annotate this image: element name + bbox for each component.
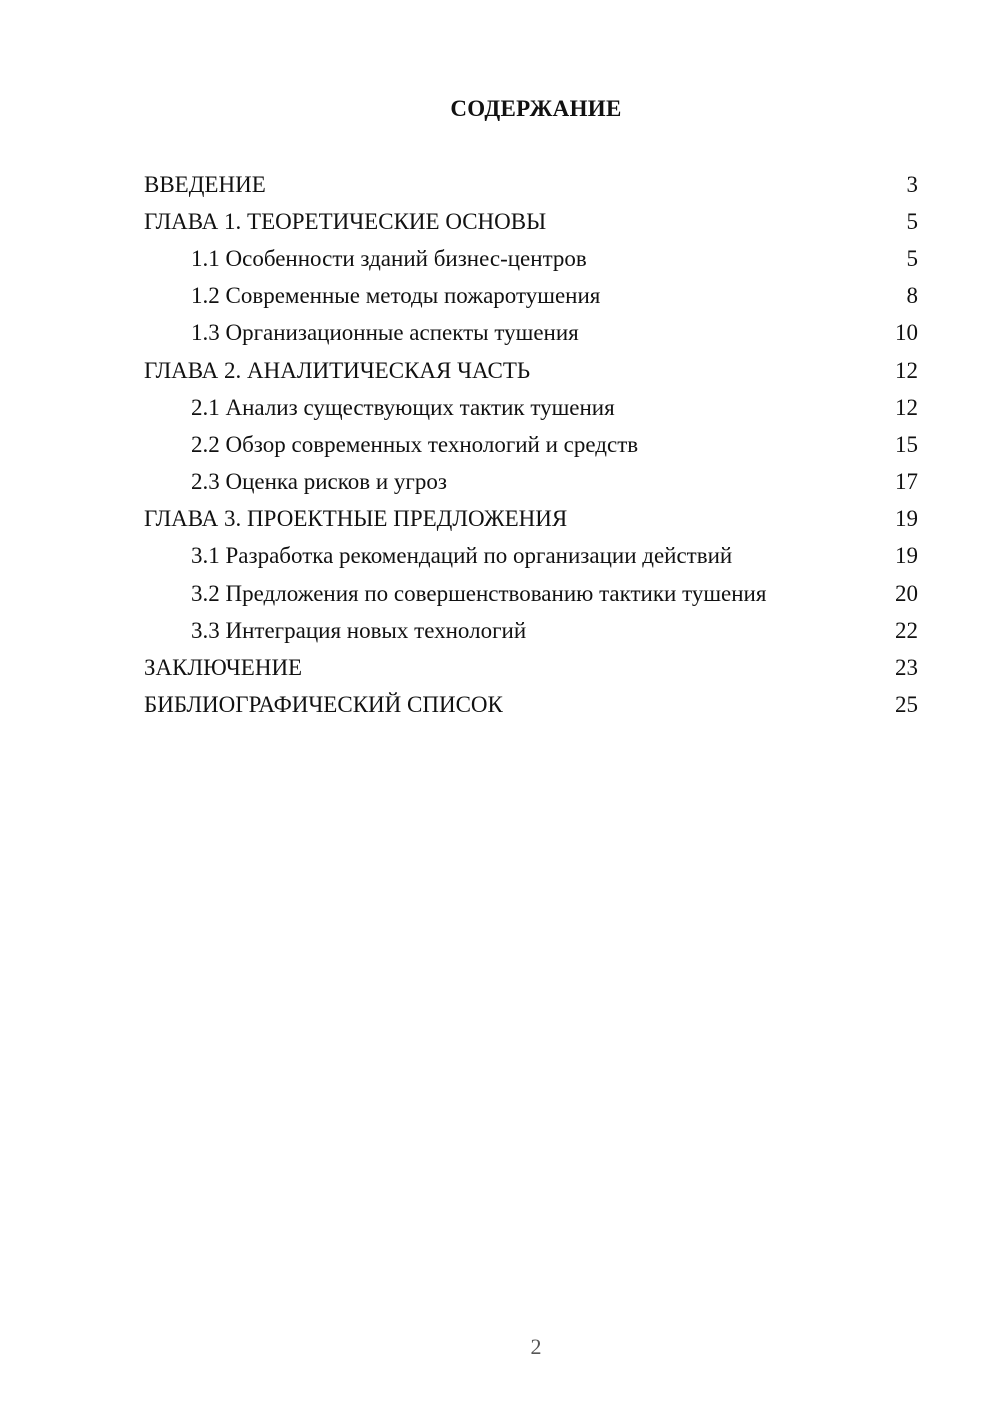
toc-entry-label: ГЛАВА 1. ТЕОРЕТИЧЕСКИЕ ОСНОВЫ [144, 208, 547, 234]
toc-entry-section-1-2[interactable] [144, 278, 918, 315]
toc-entry-label: 3.3 Интеграция новых технологий [191, 617, 527, 643]
toc-entry-section-1-3[interactable] [144, 315, 918, 352]
toc-entry-page: 5 [906, 245, 918, 271]
toc-entry-page: 17 [895, 469, 918, 495]
toc-entry-page: 10 [895, 320, 918, 346]
toc-entry-section-2-2[interactable] [144, 426, 918, 463]
toc-entry-page: 5 [906, 208, 918, 234]
toc-entry-page: 12 [895, 394, 918, 420]
toc-entry-label: ЗАКЛЮЧЕНИЕ [144, 655, 303, 681]
toc-entry-label: 2.1 Анализ существующих тактик тушения [191, 394, 615, 420]
toc-entry-page: 8 [906, 283, 918, 309]
toc-entry-section-3-2[interactable] [144, 575, 918, 612]
page-title: СОДЕРЖАНИЕ [450, 96, 622, 121]
toc-entry-page: 20 [895, 580, 918, 606]
toc-entry-introduction[interactable] [144, 166, 918, 203]
toc-entry-page: 15 [895, 431, 918, 457]
toc-entry-label: ГЛАВА 2. АНАЛИТИЧЕСКАЯ ЧАСТЬ [144, 357, 531, 383]
toc-entry-bibliography[interactable] [144, 687, 918, 724]
toc-entry-page: 12 [895, 357, 918, 383]
toc-entry-label: 3.2 Предложения по совершенствованию тактики тушения [191, 580, 767, 606]
toc-entry-label: 1.3 Организационные аспекты тушения [191, 320, 579, 346]
page-number: 2 [530, 1334, 542, 1359]
toc-entry-chapter-3[interactable] [144, 501, 918, 538]
toc-entry-section-3-1[interactable] [144, 538, 918, 575]
toc-entry-label: ГЛАВА 3. ПРОЕКТНЫЕ ПРЕДЛОЖЕНИЯ [144, 506, 568, 532]
toc-entry-label: 2.2 Обзор современных технологий и средств [191, 431, 639, 457]
toc-entry-section-1-1[interactable] [144, 240, 918, 277]
toc-entry-label: 2.3 Оценка рисков и угроз [191, 469, 447, 495]
toc-entry-label: БИБЛИОГРАФИЧЕСКИЙ СПИСОК [144, 692, 503, 718]
toc-entry-label: ВВЕДЕНИЕ [144, 171, 266, 197]
toc-entry-page: 19 [895, 543, 918, 569]
toc-entry-section-2-1[interactable] [144, 389, 918, 426]
toc-entry-page: 19 [895, 506, 918, 532]
toc-entry-label: 1.2 Современные методы пожаротушения [191, 283, 601, 309]
toc-entry-chapter-1[interactable] [144, 203, 918, 240]
toc-entry-page: 3 [906, 171, 918, 197]
toc-entry-label: 1.1 Особенности зданий бизнес-центров [191, 245, 587, 271]
toc-entry-section-3-3[interactable] [144, 612, 918, 649]
toc-entry-conclusion[interactable] [144, 649, 918, 686]
table-of-contents [144, 166, 918, 724]
toc-entry-page: 22 [895, 617, 918, 643]
toc-entry-page: 23 [895, 655, 918, 681]
toc-entry-section-2-3[interactable] [144, 464, 918, 501]
toc-entry-page: 25 [895, 692, 918, 718]
toc-entry-chapter-2[interactable] [144, 352, 918, 389]
toc-entry-label: 3.1 Разработка рекомендаций по организации действий [191, 543, 733, 569]
